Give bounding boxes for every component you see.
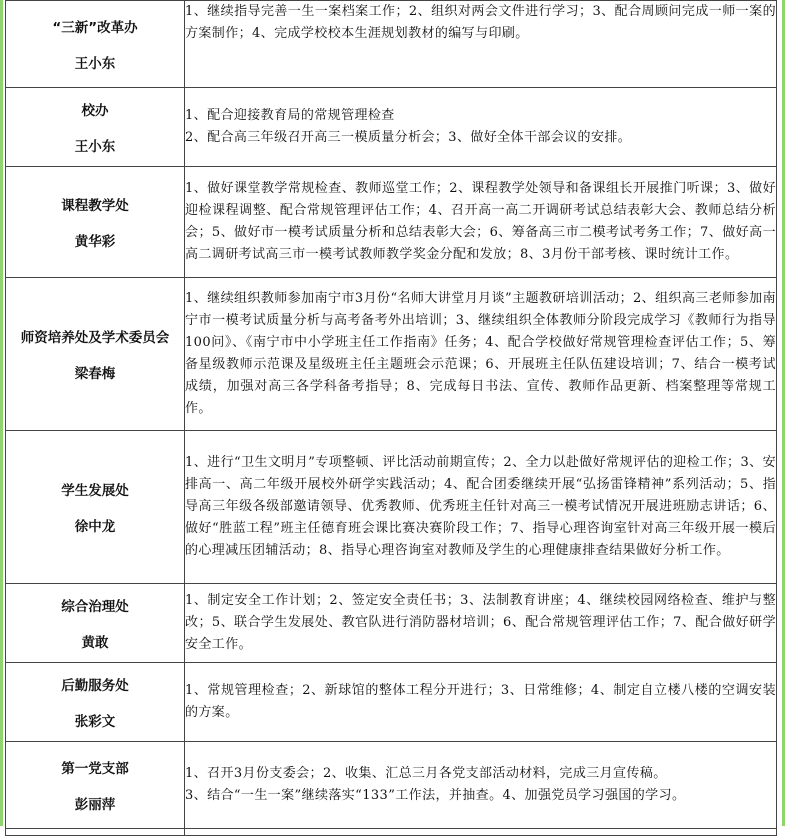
department-name: 学生发展处 [61, 483, 129, 499]
table-row [6, 663, 777, 742]
department-cell [6, 431, 185, 584]
department-cell [6, 742, 185, 829]
responsible-person: 徐中龙 [74, 519, 116, 535]
task-content-cell [185, 1, 777, 88]
responsible-person: 彭丽萍 [74, 797, 116, 813]
task-content-cell [185, 167, 777, 278]
department-name: 后勤服务处 [61, 678, 129, 694]
task-text: 1、做好课堂教学常规检查、教师巡堂工作；2、课程教学处领导和备课组长开展推门听课；3、做好迎检课程调整、配合常规管理评估工作；4、召开高一高二开调研考试总结表彰大会、教师总结分析会；5、做好市一模考试质量分析和总结表彰大会；6、筹备高三市二模考试考务工作；7、做好高一高二调研考试高三市一模考试教师教学奖金分配和发放；8、3月份干部考核、课时统计工作。 [185, 181, 776, 262]
responsible-person: 黄敢 [81, 635, 109, 651]
department-cell [6, 88, 185, 167]
table-row [6, 167, 777, 278]
responsible-person: 王小东 [74, 139, 116, 155]
task-text: 1、进行“卫生文明月”专项整顿、评比活动前期宣传；2、全力以赴做好常规评估的迎检工作；3、安排高一、高二年级开展校外研学实践活动；4、配合团委继续开展“弘扬雷锋精神”系列活动；5、指导高三年级各级部邀请领导、优秀教师、优秀班主任针对高三一模考试情况开展进班励志讲话；6、做好“胜蓝工程”班主任德育班会课比赛决赛阶段工作；7、指导心理咨询室针对高三年级开展一模后的心理减压团辅活动；8、指导心理咨询室对教师及学生的心理健康排查结果做好分析工作。 [185, 455, 776, 558]
task-content-cell [185, 742, 777, 829]
department-cell [6, 167, 185, 278]
department-name: 综合治理处 [61, 599, 129, 615]
task-text: 1、继续指导完善一生一案档案工作；2、组织对两会文件进行学习；3、配合周顾问完成一师一案的方案制作；4、完成学校校本生涯规划教材的编写与印刷。 [185, 4, 776, 41]
task-content-cell [185, 278, 777, 431]
task-content-cell [185, 663, 777, 742]
table-row [6, 1, 777, 88]
table-row [6, 829, 777, 836]
task-content-cell [185, 829, 777, 836]
department-name: 第一党支部 [61, 761, 129, 777]
department-name: 师资培养处及学术委员会 [20, 330, 170, 346]
task-text: 1、继续组织教师参加南宁市3月份“名师大讲堂月月谈”主题教研培训活动；2、组织高三老师参加南宁市一模考试质量分析与高考备考外出培训；3、继续组织全体教师分阶段完成学习《教师行为指导100问》、《南宁市中小学班主任工作指南》任务；4、配合学校做好常规管理检查评估工作；5、筹备星级教师示范课及星级班主任主题班会示范课；6、开展班主任队伍建设培训；7、结合一模考试成绩，加强对高三各学科备考指导；8、完成每日书法、宣传、教师作品更新、档案整理等常规工作。 [185, 291, 776, 416]
task-content-cell [185, 88, 777, 167]
task-text: 1、制定安全工作计划；2、签定安全责任书；3、法制教育讲座；4、继续校园网络检查、维护与整改；5、联合学生发展处、教官队进行消防器材培训；6、配合常规管理评估工作；7、配合做好研学安全工作。 [185, 593, 776, 652]
department-name: 课程教学处 [61, 198, 129, 214]
task-text: 1、召开3月份支委会；2、收集、汇总三月各党支部活动材料，完成三月宣传稿。 [185, 766, 667, 781]
table-row [6, 742, 777, 829]
responsible-person: 张彩文 [74, 714, 116, 730]
task-text: 2、配合高三年级召开高三一模质量分析会；3、做好全体干部会议的安排。 [185, 130, 632, 145]
responsible-person: 王小东 [74, 56, 116, 72]
responsible-person: 黄华彩 [74, 234, 116, 250]
table-row [6, 88, 777, 167]
table-row [6, 431, 777, 584]
task-text: 1、配合迎接教育局的常规管理检查 [185, 108, 395, 123]
task-text: 1、常规管理检查；2、新球馆的整体工程分开进行；3、日常维修；4、制定自立楼八楼的空调安装的方案。 [185, 683, 776, 720]
department-name: 校办 [81, 103, 109, 119]
department-cell [6, 663, 185, 742]
table-row [6, 584, 777, 663]
department-cell [6, 829, 185, 836]
table-row [6, 278, 777, 431]
department-cell [6, 584, 185, 663]
task-text: 3、结合“一生一案”继续落实“133”工作法，并抽查。4、加强党员学习强国的学习。 [185, 788, 686, 803]
task-content-cell [185, 431, 777, 584]
task-content-cell [185, 584, 777, 663]
responsible-person: 梁春梅 [74, 366, 116, 382]
department-name: “三新”改革办 [52, 20, 138, 36]
work-plan-table [5, 0, 777, 836]
department-cell [6, 1, 185, 88]
department-cell [6, 278, 185, 431]
